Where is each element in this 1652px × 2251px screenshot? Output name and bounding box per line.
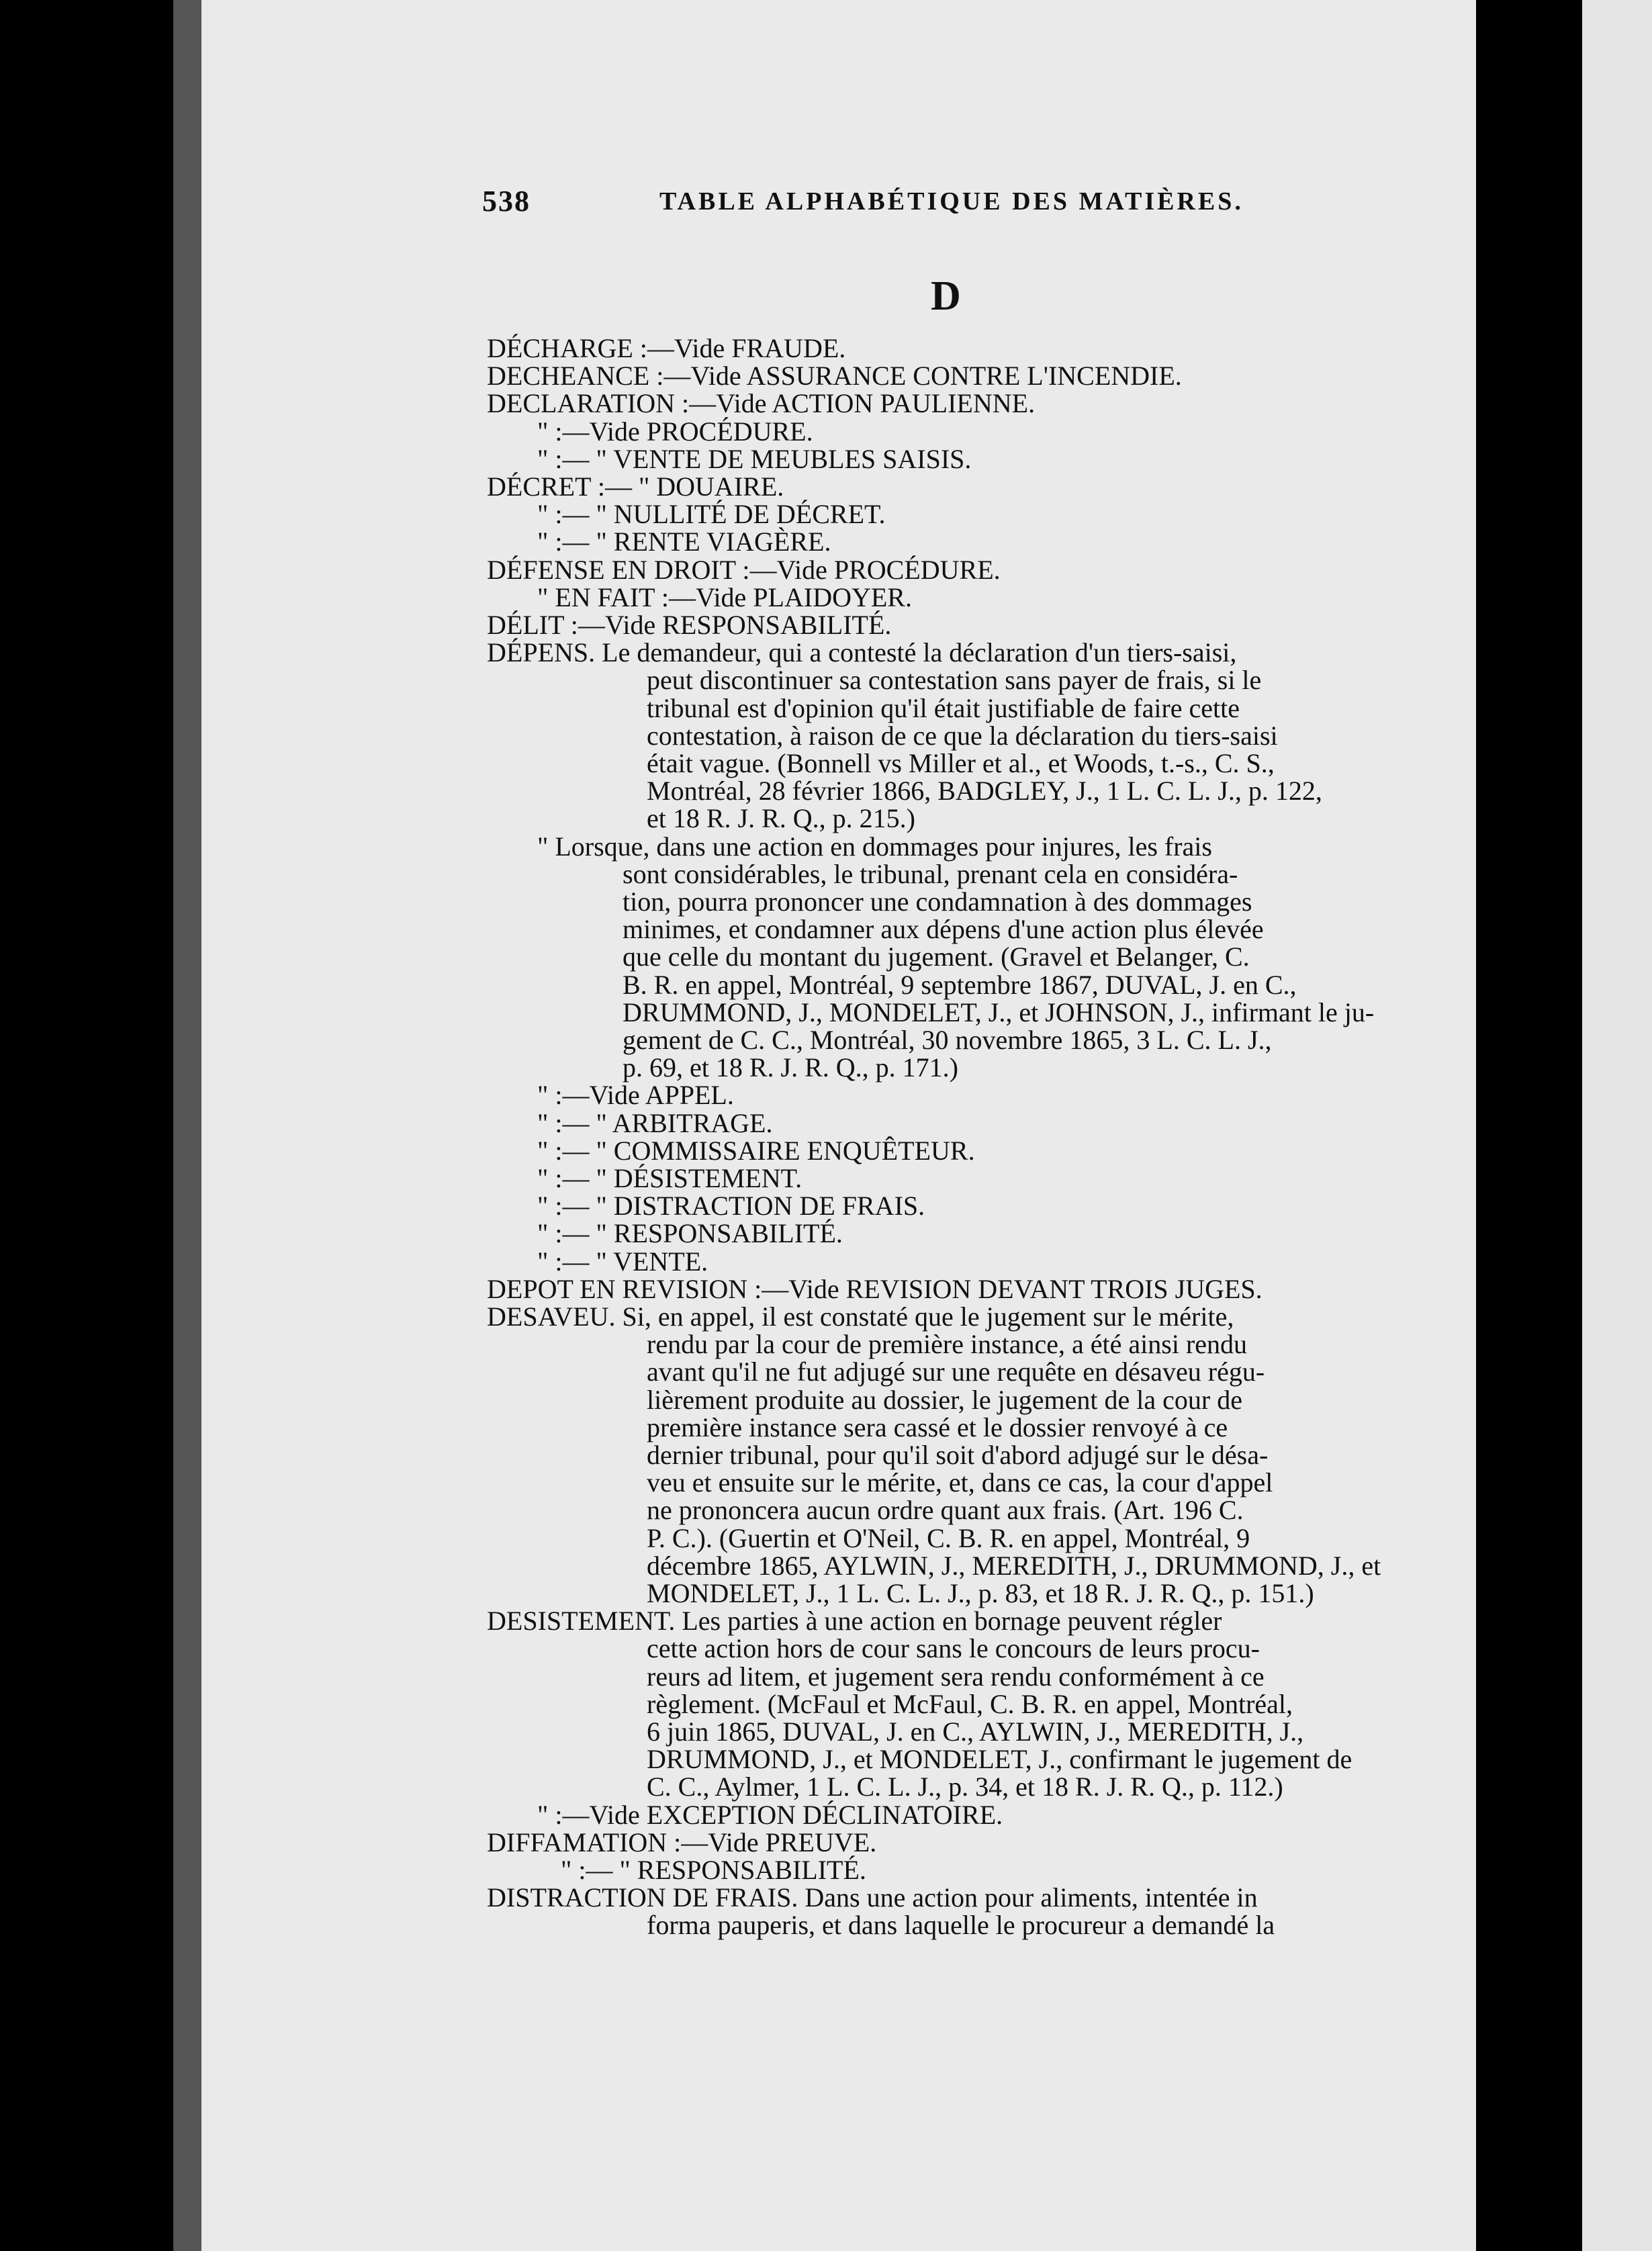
page-number: 538 <box>482 185 531 218</box>
index-line: " :— " DISTRACTION DE FRAIS. <box>537 1191 925 1222</box>
index-line: Montréal, 28 février 1866, BADGLEY, J., 1 L. C. L. J., p. 122, <box>647 776 1322 807</box>
index-line: minimes, et condamner aux dépens d'une action plus élevée <box>623 914 1264 945</box>
index-line: " :— " COMMISSAIRE ENQUÊTEUR. <box>537 1135 975 1166</box>
index-line: " :— " RENTE VIAGÈRE. <box>537 526 831 557</box>
index-line: contestation, à raison de ce que la déclaration du tiers-saisi <box>647 720 1278 751</box>
index-line: C. C., Aylmer, 1 L. C. L. J., p. 34, et 18 R. J. R. Q., p. 112.) <box>647 1772 1283 1802</box>
index-line: DÉFENSE EN DROIT :—Vide PROCÉDURE. <box>487 554 1001 585</box>
index-line: " :— " RESPONSABILITÉ. <box>561 1855 866 1885</box>
index-line: " :—Vide EXCEPTION DÉCLINATOIRE. <box>537 1799 1003 1830</box>
index-line: avant qu'il ne fut adjugé sur une requête en désaveu régu- <box>647 1357 1265 1387</box>
index-line: " :— " ARBITRAGE. <box>537 1107 773 1138</box>
index-line: décembre 1865, AYLWIN, J., MEREDITH, J., DRUMMOND, J., et <box>647 1550 1381 1581</box>
index-line: DEPOT EN REVISION :—Vide REVISION DEVANT TROIS JUGES. <box>487 1273 1263 1304</box>
section-letter: D <box>931 273 961 319</box>
index-line: p. 69, et 18 R. J. R. Q., p. 171.) <box>623 1052 958 1083</box>
index-line: DECLARATION :—Vide ACTION PAULIENNE. <box>487 388 1036 419</box>
index-line: dernier tribunal, pour qu'il soit d'abord adjugé sur le désa- <box>647 1440 1269 1470</box>
index-line: DRUMMOND, J., et MONDELET, J., confirmant le jugement de <box>647 1744 1352 1775</box>
index-line: DÉPENS. Le demandeur, qui a contesté la déclaration d'un tiers-saisi, <box>487 637 1237 668</box>
index-line: ne prononcera aucun ordre quant aux frais. (Art. 196 C. <box>647 1495 1244 1526</box>
index-line: et 18 R. J. R. Q., p. 215.) <box>647 803 915 834</box>
index-line: rendu par la cour de première instance, a été ainsi rendu <box>647 1329 1248 1360</box>
index-line: " :— " RESPONSABILITÉ. <box>537 1218 843 1249</box>
index-line: forma pauperis, et dans laquelle le procureur a demandé la <box>647 1910 1275 1941</box>
index-line: DIFFAMATION :—Vide PREUVE. <box>487 1827 877 1857</box>
index-line: P. C.). (Guertin et O'Neil, C. B. R. en appel, Montréal, 9 <box>647 1522 1250 1553</box>
index-line: reurs ad litem, et jugement sera rendu conformément à ce <box>647 1661 1265 1692</box>
index-line: MONDELET, J., 1 L. C. L. J., p. 83, et 18 R. J. R. Q., p. 151.) <box>647 1578 1314 1608</box>
index-line: lièrement produite au dossier, le jugement de la cour de <box>647 1384 1242 1415</box>
index-line: que celle du montant du jugement. (Gravel et Belanger, C. <box>623 941 1250 972</box>
index-line: " :— " VENTE. <box>537 1246 708 1277</box>
facing-page-edge <box>1582 0 1652 2251</box>
index-line: tribunal est d'opinion qu'il était justifiable de faire cette <box>647 692 1240 723</box>
index-line: DESISTEMENT. Les parties à une action en bornage peuvent régler <box>487 1606 1222 1637</box>
index-line: peut discontinuer sa contestation sans payer de frais, si le <box>647 665 1262 696</box>
index-line: B. R. en appel, Montréal, 9 septembre 1867, DUVAL, J. en C., <box>623 969 1297 1000</box>
index-line: " :—Vide PROCÉDURE. <box>537 416 813 447</box>
index-line: DÉLIT :—Vide RESPONSABILITÉ. <box>487 610 892 640</box>
index-line: DÉCRET :— " DOUAIRE. <box>487 471 784 502</box>
index-line: première instance sera cassé et le dossier renvoyé à ce <box>647 1412 1228 1442</box>
index-line: DRUMMOND, J., MONDELET, J., et JOHNSON, J., infirmant le ju- <box>623 997 1375 1027</box>
index-line: " :—Vide APPEL. <box>537 1080 734 1111</box>
index-line: règlement. (McFaul et McFaul, C. B. R. en appel, Montréal, <box>647 1688 1293 1719</box>
index-line: gement de C. C., Montréal, 30 novembre 1865, 3 L. C. L. J., <box>623 1025 1272 1055</box>
running-head-title: TABLE ALPHABÉTIQUE DES MATIÈRES. <box>659 187 1244 216</box>
index-line: " EN FAIT :—Vide PLAIDOYER. <box>537 582 912 612</box>
index-line: était vague. (Bonnell vs Miller et al., et Woods, t.-s., C. S., <box>647 748 1275 778</box>
index-line: DESAVEU. Si, en appel, il est constaté que le jugement sur le mérite, <box>487 1301 1234 1332</box>
book-gutter-left <box>173 0 201 2251</box>
index-line: veu et ensuite sur le mérite, et, dans ce cas, la cour d'appel <box>647 1467 1273 1498</box>
index-line: " Lorsque, dans une action en dommages pour injures, les frais <box>537 831 1212 862</box>
index-line: " :— " NULLITÉ DE DÉCRET. <box>537 499 886 530</box>
index-line: 6 juin 1865, DUVAL, J. en C., AYLWIN, J., MEREDITH, J., <box>647 1716 1304 1747</box>
index-line: DISTRACTION DE FRAIS. Dans une action pour aliments, intentée in <box>487 1882 1258 1913</box>
index-line: cette action hors de cour sans le concours de leurs procu- <box>647 1633 1260 1664</box>
index-line: " :— " DÉSISTEMENT. <box>537 1163 802 1193</box>
index-line: " :— " VENTE DE MEUBLES SAISIS. <box>537 443 972 474</box>
index-line: DECHEANCE :—Vide ASSURANCE CONTRE L'INCENDIE. <box>487 361 1182 392</box>
index-line: tion, pourra prononcer une condamnation à des dommages <box>623 886 1252 917</box>
index-line: sont considérables, le tribunal, prenant cela en considéra- <box>623 858 1238 889</box>
index-line: DÉCHARGE :—Vide FRAUDE. <box>487 333 846 363</box>
